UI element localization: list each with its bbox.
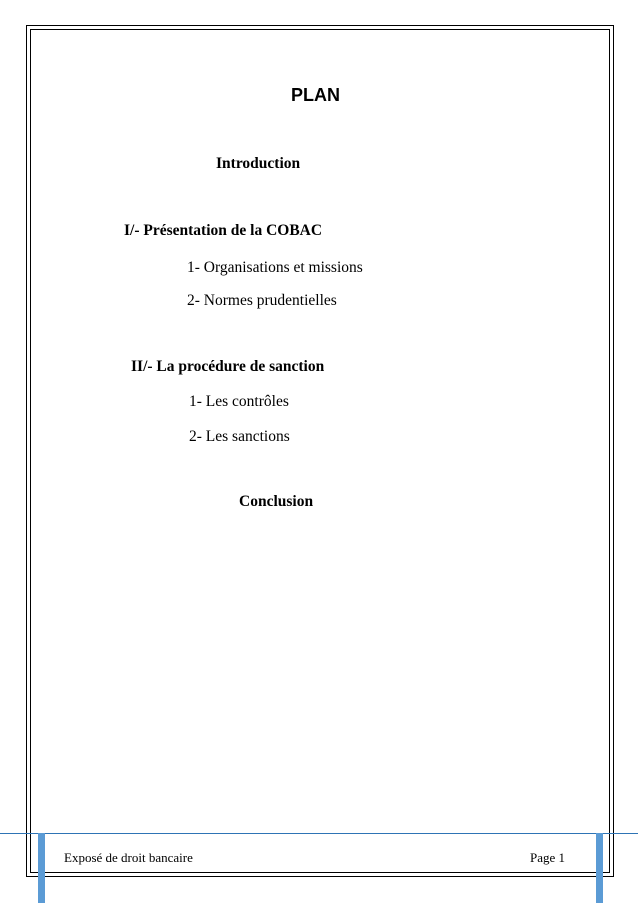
section-1-item-1: 1- Organisations et missions [187,259,363,276]
footer-page-number: Page 1 [530,850,566,865]
conclusion-heading: Conclusion [239,493,314,510]
footer-accent-bar-left [38,833,45,903]
introduction-heading: Introduction [216,155,301,172]
page-title: PLAN [291,85,340,105]
section-2-item-2: 2- Les sanctions [189,428,290,445]
section-2-item-1: 1- Les contrôles [189,393,289,410]
footer-document-title: Exposé de droit bancaire [64,850,193,865]
footer-accent-bar-right [596,833,603,903]
section-2-heading: II/- La procédure de sanction [131,358,325,375]
page-border-inner [30,29,610,873]
section-1-item-2: 2- Normes prudentielles [187,292,337,309]
footer-rule [0,833,638,834]
section-1-heading: I/- Présentation de la COBAC [124,222,323,239]
